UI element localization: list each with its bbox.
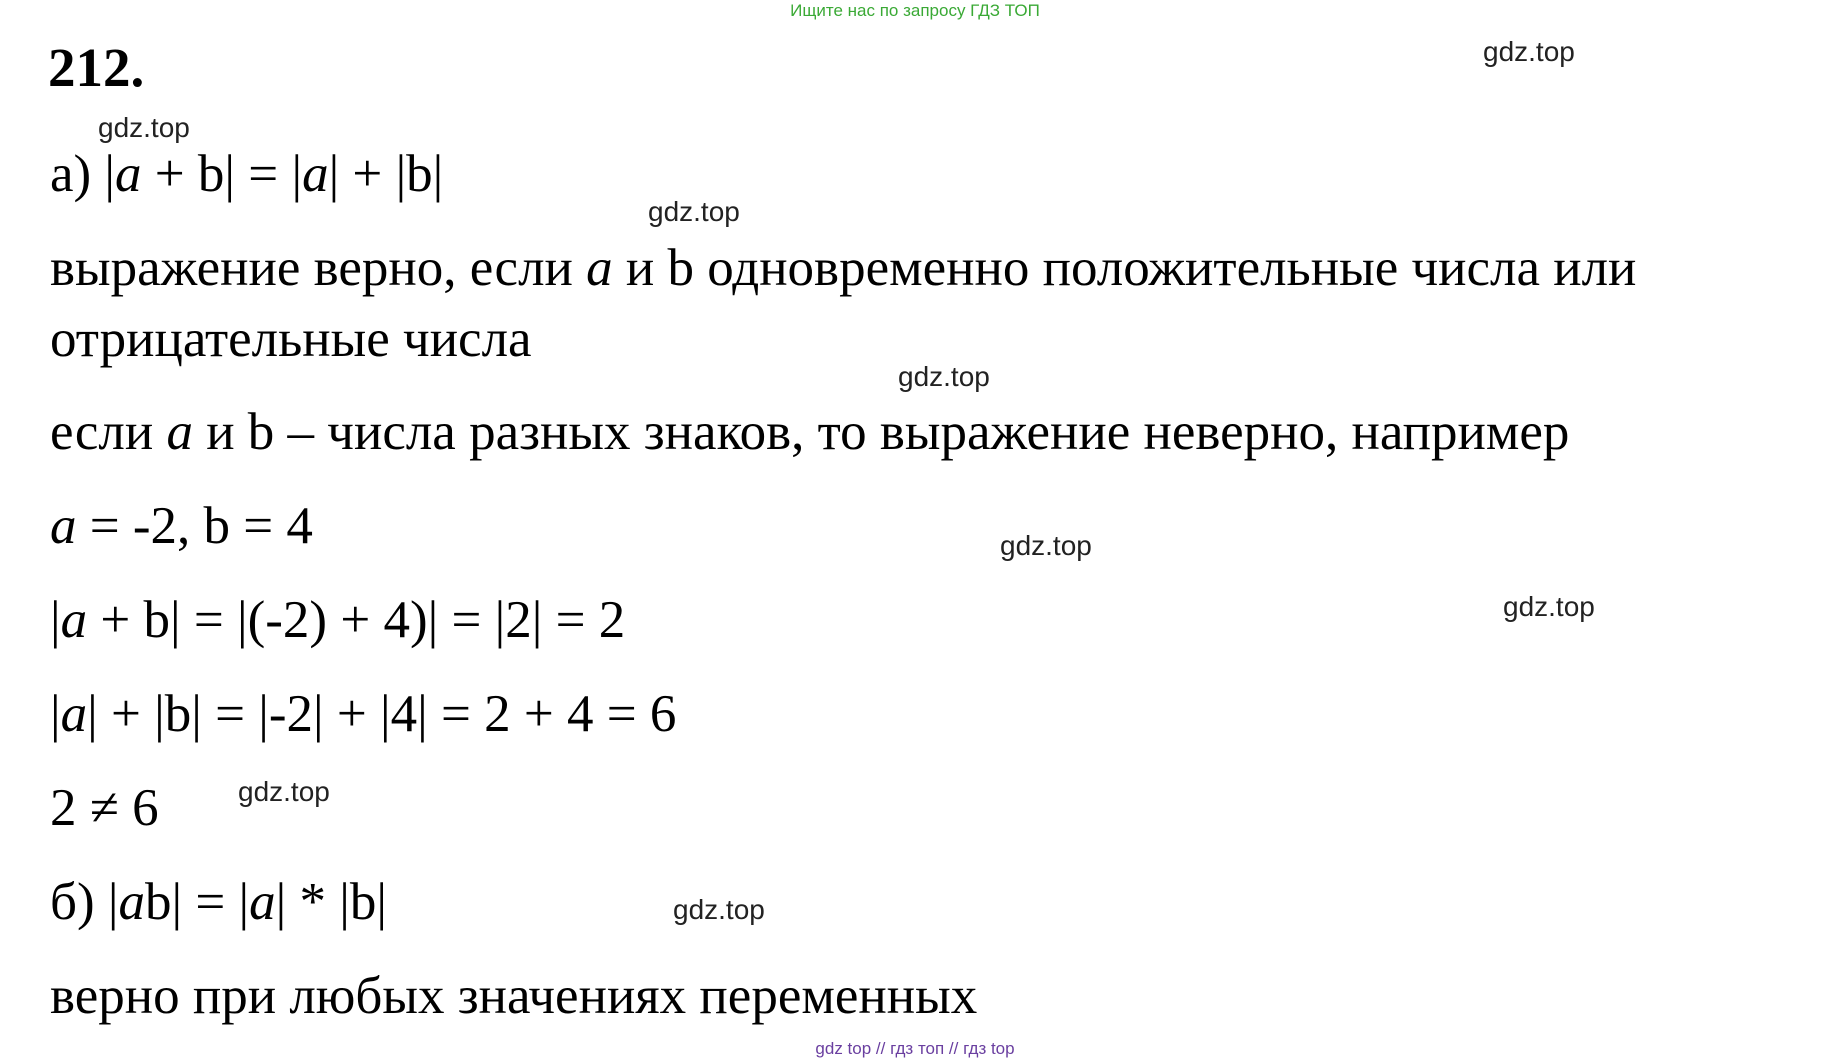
- text-line-2: выражение верно, если a и b одновременно положительные числа или: [50, 239, 1637, 297]
- footer-text: gdz top // гдз топ // гдз top: [815, 1039, 1015, 1058]
- formula-line-7: |a| + |b| = |-2| + |4| = 2 + 4 = 6: [50, 685, 677, 743]
- text-line-4: если a и b – числа разных знаков, то выражение неверно, например: [50, 403, 1570, 461]
- formula-b: б) |ab| = |a| * |b|: [50, 873, 387, 931]
- problem-number: 212.: [48, 37, 145, 98]
- top-banner-text: Ищите нас по запросу ГДЗ ТОП: [790, 1, 1040, 20]
- text-line-3: отрицательные числа: [50, 310, 532, 368]
- watermark: gdz.top: [898, 361, 990, 392]
- top-banner: [0, 1, 1830, 21]
- watermark: gdz.top: [673, 894, 765, 925]
- watermark: gdz.top: [238, 776, 330, 807]
- watermark: gdz.top: [1483, 36, 1575, 67]
- watermark: gdz.top: [1503, 591, 1595, 622]
- text-line-10: верно при любых значениях переменных: [50, 967, 978, 1025]
- inequality-line: 2 ≠ 6: [50, 779, 159, 837]
- watermark: gdz.top: [1000, 530, 1092, 561]
- formula-a: а) |a + b| = |a| + |b|: [50, 145, 444, 203]
- formula-line-6: |a + b| = |(-2) + 4)| = |2| = 2: [50, 591, 626, 649]
- watermark: gdz.top: [98, 112, 190, 143]
- watermark: gdz.top: [648, 196, 740, 227]
- assignment-line: a = -2, b = 4: [50, 497, 313, 555]
